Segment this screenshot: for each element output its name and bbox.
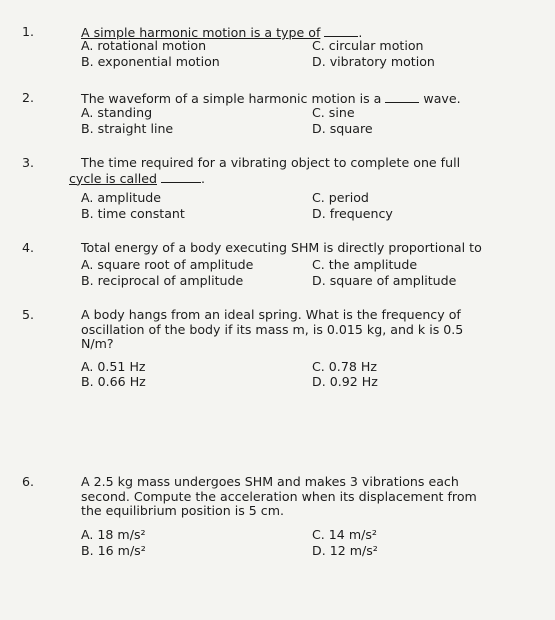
question-stem: The waveform of a simple harmonic motion is a wave. — [81, 91, 461, 106]
option-c: C. period — [312, 190, 369, 205]
option-c: C. 14 m/s² — [312, 527, 377, 542]
option-a: A. rotational motion — [81, 38, 207, 53]
option-d: D. vibratory motion — [312, 54, 435, 69]
option-b: B. 0.66 Hz — [81, 374, 146, 389]
option-c: C. sine — [312, 105, 355, 120]
question-stem: A body hangs from an ideal spring. What is the frequency of oscillation of the body if its mass m, is 0.015 kg, and k is 0.5 N/m? — [81, 307, 464, 351]
option-c: C. circular motion — [312, 38, 424, 53]
option-d: D. frequency — [312, 206, 393, 221]
answer-blank — [324, 25, 358, 37]
option-a: A. 18 m/s² — [81, 527, 146, 542]
option-d: D. 0.92 Hz — [312, 374, 378, 389]
option-b: B. reciprocal of amplitude — [81, 273, 244, 288]
question-number: 3. — [22, 155, 35, 170]
question-number: 6. — [22, 474, 35, 489]
option-c: C. the amplitude — [312, 257, 418, 272]
option-b: B. exponential motion — [81, 54, 220, 69]
option-b: B. 16 m/s² — [81, 543, 146, 558]
question-number: 4. — [22, 240, 35, 255]
option-b: B. straight line — [81, 121, 174, 136]
option-a: A. standing — [81, 105, 153, 120]
question-stem: A 2.5 kg mass undergoes SHM and makes 3 vibrations each second. Compute the acceleration when its displacement from the equilibrium position is 5 cm. — [81, 474, 477, 518]
question-stem: Total energy of a body executing SHM is directly proportional to — [81, 240, 482, 255]
option-a: A. 0.51 Hz — [81, 359, 146, 374]
question-stem: A simple harmonic motion is a type of . — [81, 25, 363, 40]
option-b: B. time constant — [81, 206, 185, 221]
option-d: D. square — [312, 121, 373, 136]
option-a: A. amplitude — [81, 190, 162, 205]
answer-blank — [161, 171, 201, 183]
option-a: A. square root of amplitude — [81, 257, 254, 272]
question-stem: The time required for a vibrating object to complete one full cycle is called . — [69, 155, 461, 186]
answer-blank — [385, 91, 419, 103]
option-c: C. 0.78 Hz — [312, 359, 377, 374]
question-number: 1. — [22, 24, 35, 39]
question-number: 2. — [22, 90, 35, 105]
question-number: 5. — [22, 307, 35, 322]
option-d: D. square of amplitude — [312, 273, 457, 288]
option-d: D. 12 m/s² — [312, 543, 378, 558]
